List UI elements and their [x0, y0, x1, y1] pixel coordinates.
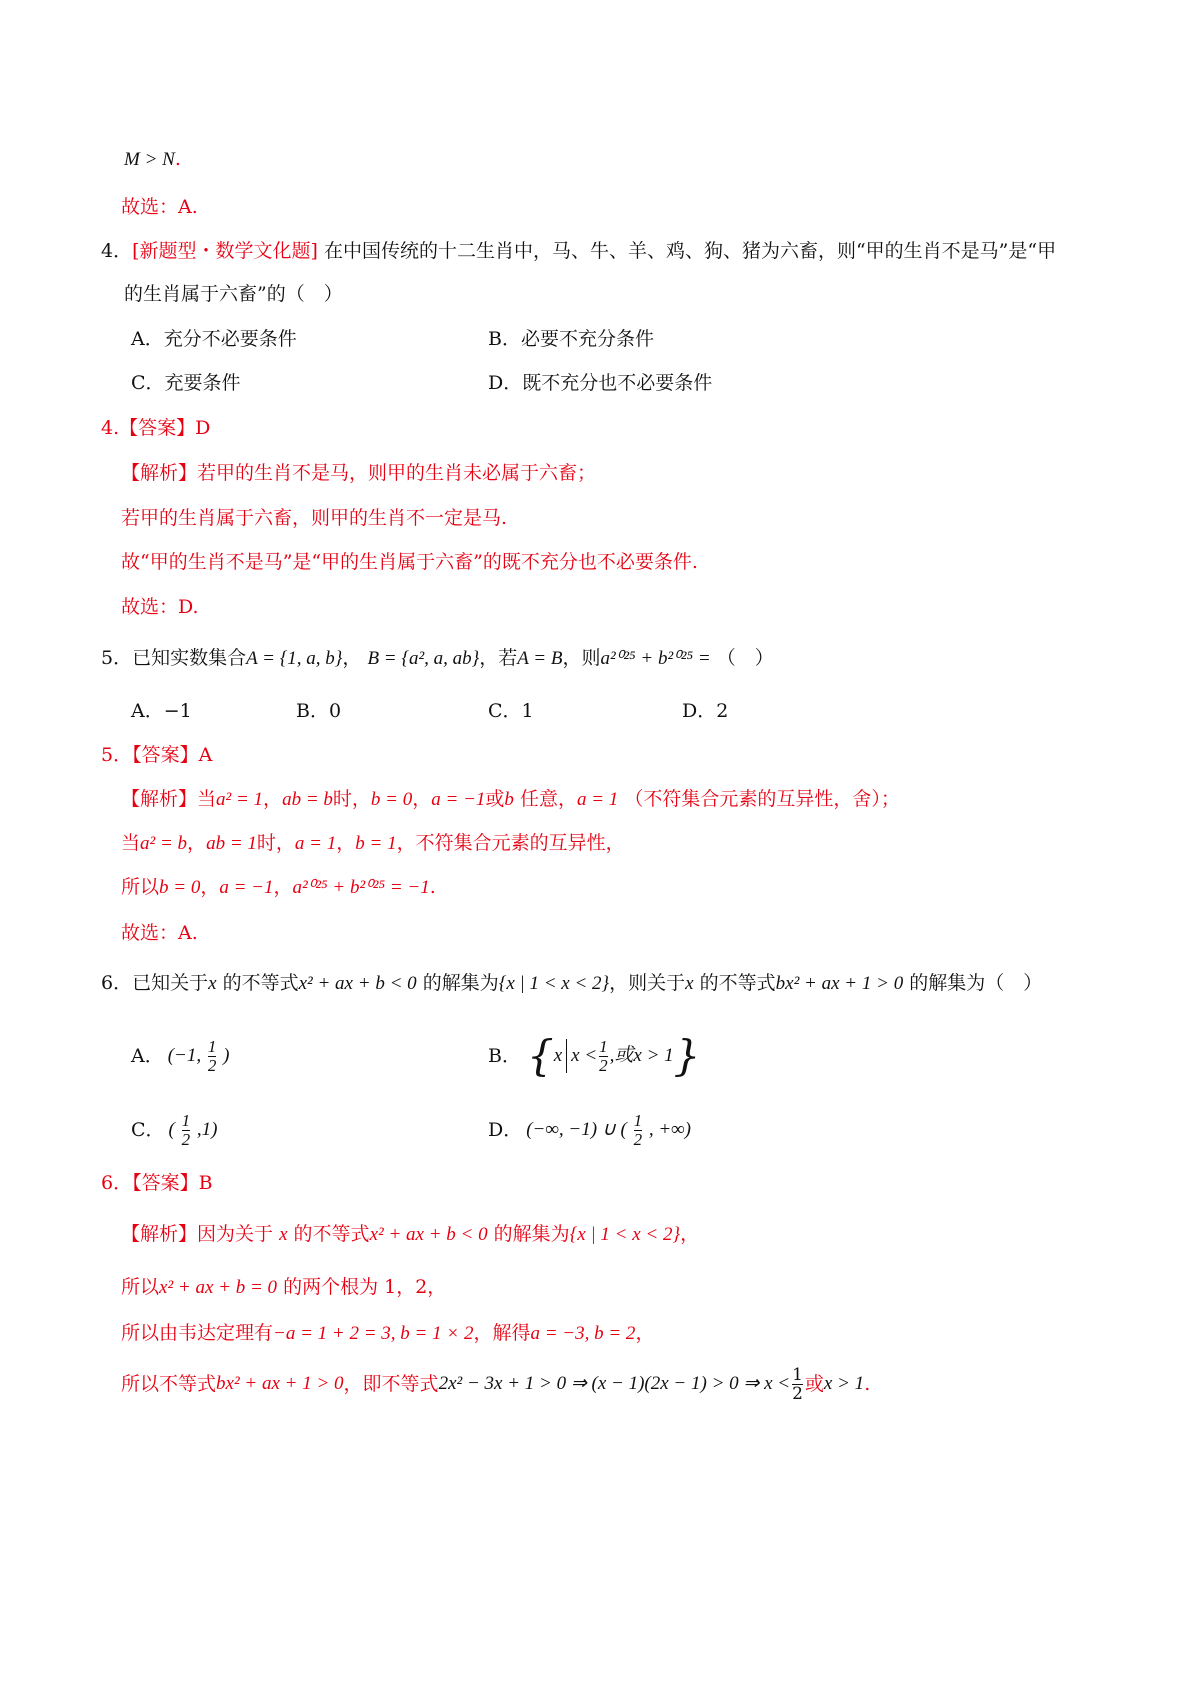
question-text: ，	[342, 647, 362, 669]
question-text: 已知实数集合	[132, 647, 247, 669]
math-expression: x² + ax + b < 0	[298, 973, 417, 994]
option-a	[131, 1034, 229, 1078]
denominator: 2	[633, 1129, 643, 1149]
math-derivation: 2x² − 3x + 1 > 0 ⇒ (x − 1)(2x − 1) > 0 ⇒ x <	[438, 1373, 791, 1394]
fraction-one-half	[792, 1366, 803, 1403]
question-text: ，则	[562, 647, 601, 669]
fraction-one-half	[182, 1112, 191, 1149]
analysis-line	[121, 1274, 446, 1301]
math-expression: ab = b	[282, 789, 333, 810]
question-text: 的解集为	[422, 972, 499, 994]
math-expression: x² + ax + b < 0	[369, 1224, 488, 1245]
analysis-text: 或	[804, 1373, 824, 1395]
analysis-text: 所以	[121, 876, 160, 898]
right-brace: }	[673, 1031, 701, 1080]
math-expression: M > N	[124, 149, 175, 170]
option-d: D．既不充分也不必要条件	[488, 372, 713, 394]
interval-right: , +∞)	[648, 1118, 692, 1140]
question-text: 在中国传统的十二生肖中，马、牛、羊、鸡、狗、猪为六畜，则“甲的生肖不是马”是“甲	[323, 240, 1057, 262]
option-d: D．2	[682, 700, 729, 722]
analysis-text: 的两个根为 1，2，	[283, 1276, 447, 1298]
math-expression: B = {a², a, ab}	[367, 648, 480, 669]
interval-expression	[526, 1112, 691, 1149]
analysis-text: 当	[121, 832, 141, 854]
analysis-text: ，	[263, 788, 283, 810]
fraction-one-half	[634, 1112, 643, 1149]
math-expression: a²⁰²⁵ + b²⁰²⁵ =	[600, 648, 711, 669]
question-text: 已知关于	[132, 972, 209, 994]
solution-set: {x | 1 < x < 2}	[498, 973, 610, 994]
math-expression: a = 1	[576, 789, 619, 810]
analysis-text: ，不符集合元素的互异性，	[396, 832, 625, 854]
set-content: x | 1 < x < 2	[577, 1224, 673, 1245]
math-expression: −a = 1 + 2 = 3, b = 1 × 2	[273, 1323, 474, 1344]
math-expression: b = 0	[370, 789, 413, 810]
option-a: A．−1	[131, 700, 192, 722]
analysis-line	[121, 1360, 870, 1408]
solution-set: {x | 1 < x < 2}	[569, 1224, 681, 1245]
question-text: ，则关于	[609, 972, 686, 994]
math-expression: b = 1	[355, 833, 397, 854]
analysis-text: ，即不等式	[343, 1373, 439, 1395]
analysis-text: ，	[412, 788, 432, 810]
option-b: B．0	[296, 700, 342, 722]
analysis-text: 的解集为	[493, 1223, 570, 1245]
variable-x: x	[685, 973, 694, 994]
set-expression	[526, 1031, 701, 1080]
analysis-line	[121, 1320, 654, 1347]
set-condition: x <	[571, 1045, 598, 1066]
analysis-text: 所以不等式	[121, 1373, 217, 1395]
interval-left: (	[168, 1118, 175, 1140]
option-b	[488, 1030, 700, 1082]
analysis-text: ，	[635, 1322, 655, 1344]
question-number: 4．	[101, 240, 133, 262]
option-label: B．	[488, 1045, 521, 1067]
analysis-line: 故“甲的生肖不是马”是“甲的生肖属于六畜”的既不充分也不必要条件.	[121, 551, 698, 573]
question-text: 的不等式	[222, 972, 299, 994]
denominator: 2	[792, 1383, 803, 1404]
analysis-text: 任意，	[519, 788, 577, 810]
period: .	[174, 148, 181, 170]
left-brace: {	[526, 1031, 554, 1080]
option-a: A．充分不必要条件	[131, 328, 297, 350]
set-variable: x	[553, 1045, 563, 1066]
analysis-text: 【解析】因为关于	[121, 1223, 274, 1245]
left-paren: (	[620, 1118, 627, 1140]
math-expression: x² + ax + b = 0	[159, 1277, 278, 1298]
conclusion-line: 故选：A.	[121, 196, 198, 218]
analysis-text: ，	[336, 832, 356, 854]
fraction-one-half	[599, 1038, 608, 1075]
question-number: 5．	[101, 647, 133, 669]
math-expression: a = −1	[219, 877, 274, 898]
analysis-line	[121, 874, 436, 901]
answer-line: 6．【答案】B	[101, 1172, 213, 1194]
question-4-stem-line-1	[101, 238, 1056, 264]
analysis-line	[121, 830, 625, 857]
math-expression: a² = b	[140, 833, 188, 854]
analysis-text: （不符集合元素的互异性，舍）；	[624, 788, 900, 810]
math-expression: A = B	[517, 648, 563, 669]
interval-right: ,1)	[196, 1118, 218, 1140]
set-content: x | 1 < x < 2	[506, 973, 602, 994]
analysis-text: 所以	[121, 1276, 160, 1298]
analysis-text: 所以由韦达定理有	[121, 1322, 274, 1344]
option-label: D．	[488, 1119, 523, 1141]
question-5-stem	[101, 645, 774, 672]
answer-line: 4.【答案】D	[101, 417, 211, 439]
conclusion-line: 故选：D.	[121, 596, 199, 618]
analysis-text: 或	[485, 788, 505, 810]
analysis-line: 【解析】若甲的生肖不是马，则甲的生肖未必属于六畜；	[121, 462, 597, 484]
math-expression: b	[504, 789, 514, 810]
answer-blank: （ ）	[716, 647, 774, 669]
set-divider	[566, 1039, 567, 1073]
question-6-stem	[101, 970, 1042, 997]
set-condition-tail: ,或x > 1	[609, 1045, 674, 1066]
answer-line: 5．【答案】A	[101, 744, 213, 766]
interval-left: (−1,	[167, 1044, 202, 1066]
denominator: 2	[599, 1055, 608, 1075]
option-d	[488, 1108, 691, 1152]
math-expression: a = −3, b = 2	[530, 1323, 636, 1344]
denominator: 2	[181, 1129, 191, 1149]
math-expression: bx² + ax + 1 > 0	[775, 973, 904, 994]
question-tag: [新题型・数学文化题]	[132, 240, 318, 262]
math-expression: a²⁰²⁵ + b²⁰²⁵ = −1	[292, 877, 430, 898]
analysis-text: 时，	[256, 832, 295, 854]
formula-line	[124, 146, 181, 173]
option-label: A．	[131, 1045, 164, 1067]
math-expression: a = −1	[431, 789, 486, 810]
numerator: 1	[792, 1364, 803, 1385]
numerator: 1	[181, 1110, 191, 1130]
variable-x: x	[279, 1224, 288, 1245]
analysis-text: .	[864, 1373, 871, 1395]
analysis-text: 的不等式	[293, 1223, 370, 1245]
math-expression: ab = 1	[206, 833, 257, 854]
analysis-line	[121, 786, 900, 813]
variable-x: x	[208, 973, 217, 994]
option-c: C．充要条件	[131, 372, 241, 394]
analysis-text: 时，	[332, 788, 371, 810]
interval-left: (−∞, −1) ∪	[526, 1118, 616, 1140]
analysis-text: .	[429, 876, 436, 898]
question-number: 6．	[101, 972, 133, 994]
option-b: B．必要不充分条件	[488, 328, 654, 350]
analysis-text: 【解析】当	[121, 788, 217, 810]
analysis-text: ，	[187, 832, 207, 854]
interval-expression	[169, 1112, 218, 1149]
math-expression: b = 0	[159, 877, 201, 898]
question-text: 的解集为（ ）	[909, 972, 1043, 994]
interval-expression	[168, 1038, 230, 1075]
numerator: 1	[633, 1110, 643, 1130]
math-expression: x > 1	[823, 1373, 865, 1394]
math-expression: A = {1, a, b}	[246, 648, 343, 669]
analysis-text: ，	[273, 876, 293, 898]
analysis-line	[121, 1221, 699, 1248]
option-label: C．	[131, 1119, 165, 1141]
analysis-text: ，	[200, 876, 220, 898]
question-text: ，若	[479, 647, 518, 669]
numerator: 1	[599, 1036, 608, 1056]
question-text: 的不等式	[699, 972, 776, 994]
analysis-text: ，	[680, 1223, 700, 1245]
option-c: C．1	[488, 700, 534, 722]
conclusion-line: 故选：A.	[121, 922, 198, 944]
denominator: 2	[207, 1055, 217, 1075]
math-expression: bx² + ax + 1 > 0	[216, 1373, 344, 1394]
analysis-text: ，解得	[473, 1322, 531, 1344]
math-expression: a = 1	[294, 833, 337, 854]
option-c	[131, 1108, 217, 1152]
numerator: 1	[207, 1036, 217, 1056]
interval-right: )	[223, 1044, 230, 1066]
question-4-stem-line-2: 的生肖属于六畜”的（ ）	[124, 283, 343, 305]
analysis-line: 若甲的生肖属于六畜，则甲的生肖不一定是马.	[121, 507, 508, 529]
fraction-one-half	[208, 1038, 217, 1075]
math-expression: a² = 1	[216, 789, 264, 810]
